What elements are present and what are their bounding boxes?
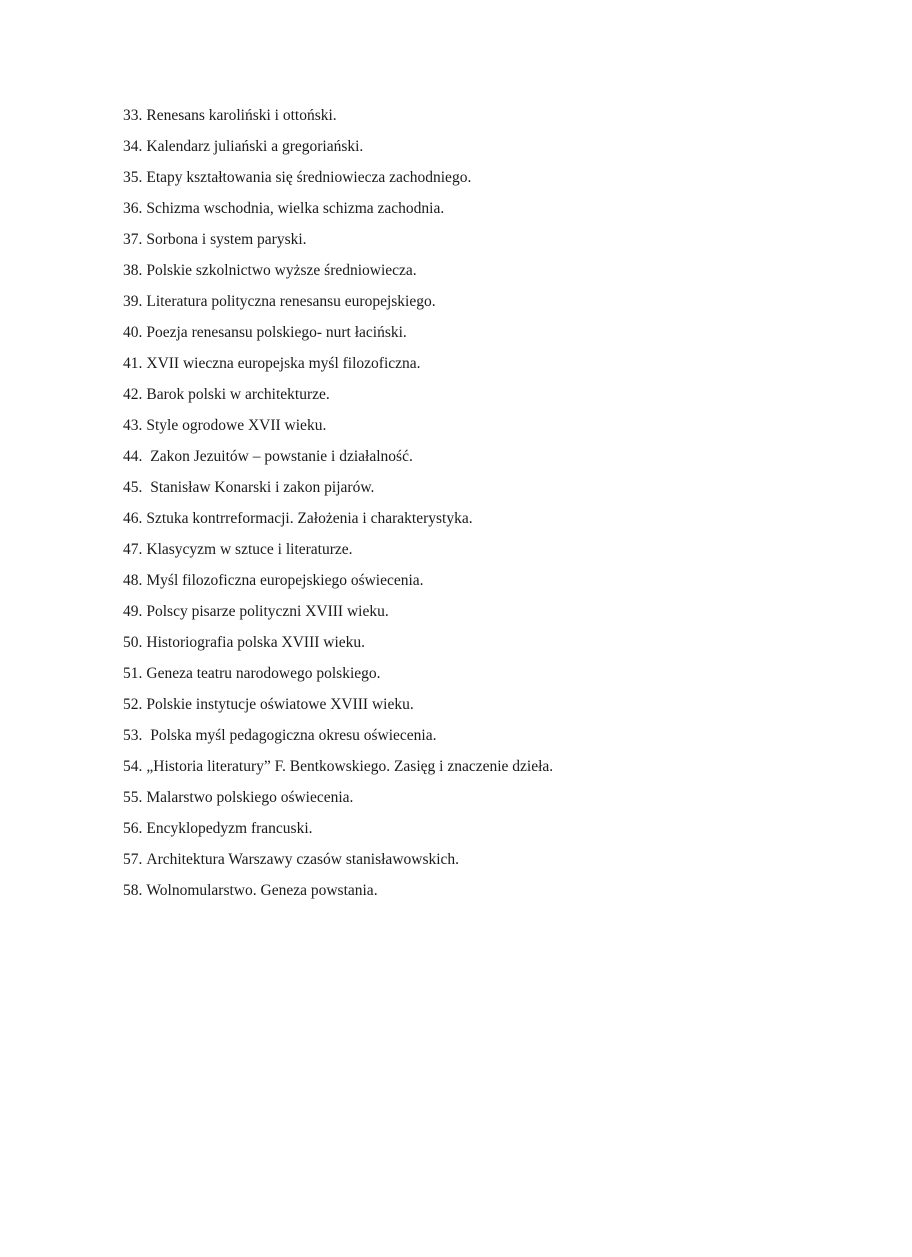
topic-item-34 [123,131,553,162]
topic-text: Schizma wschodnia, wielka schizma zachodnia. [146,200,445,217]
topic-number: 51. [123,665,143,682]
topic-number: 56. [123,820,143,837]
topic-number: 43. [123,417,143,434]
topic-item-46 [123,503,553,534]
topic-text: Literatura polityczna renesansu europejskiego. [146,293,436,310]
topic-text: Style ogrodowe XVII wieku. [146,417,327,434]
topic-item-45 [123,472,553,503]
topic-item-53 [123,720,553,751]
topic-item-41 [123,348,553,379]
topic-text: Polscy pisarze polityczni XVIII wieku. [146,603,389,620]
topic-number: 33. [123,107,143,124]
topic-text: Poezja renesansu polskiego- nurt łaciński. [146,324,407,341]
topic-text: Sztuka kontrreformacji. Założenia i charakterystyka. [146,510,473,527]
topic-number: 46. [123,510,143,527]
topic-number: 58. [123,882,143,899]
topic-list [123,100,553,906]
topic-number: 48. [123,572,143,589]
topic-item-44 [123,441,553,472]
topic-text: Geneza teatru narodowego polskiego. [146,665,381,682]
topic-text: Encyklopedyzm francuski. [146,820,313,837]
topic-item-49 [123,596,553,627]
topic-item-35 [123,162,553,193]
topic-text: Wolnomularstwo. Geneza powstania. [146,882,378,899]
topic-item-37 [123,224,553,255]
topic-text: Polska myśl pedagogiczna okresu oświecenia. [146,727,437,744]
topic-item-54 [123,751,553,782]
topic-number: 39. [123,293,143,310]
topic-number: 49. [123,603,143,620]
topic-text: Stanisław Konarski i zakon pijarów. [146,479,375,496]
topic-text: Barok polski w architekturze. [146,386,330,403]
topic-number: 44. [123,448,143,465]
topic-text: „Historia literatury” F. Bentkowskiego. Zasięg i znaczenie dzieła. [146,758,554,775]
topic-number: 40. [123,324,143,341]
topic-number: 42. [123,386,143,403]
topic-number: 53. [123,727,143,744]
topic-text: Zakon Jezuitów – powstanie i działalność. [146,448,413,465]
topic-text: Etapy kształtowania się średniowiecza zachodniego. [146,169,472,186]
topic-number: 34. [123,138,143,155]
topic-number: 37. [123,231,143,248]
topic-item-33 [123,100,553,131]
topic-number: 41. [123,355,143,372]
topic-item-50 [123,627,553,658]
topic-text: Malarstwo polskiego oświecenia. [146,789,354,806]
topic-text: Architektura Warszawy czasów stanisławowskich. [146,851,460,868]
topic-number: 38. [123,262,143,279]
topic-text: Sorbona i system paryski. [146,231,307,248]
topic-item-43 [123,410,553,441]
topic-item-39 [123,286,553,317]
topic-number: 35. [123,169,143,186]
topic-text: Renesans karoliński i ottoński. [146,107,337,124]
topic-item-38 [123,255,553,286]
topic-text: Historiografia polska XVIII wieku. [146,634,366,651]
topic-item-52 [123,689,553,720]
topic-number: 50. [123,634,143,651]
topic-item-55 [123,782,553,813]
topic-item-36 [123,193,553,224]
topic-item-51 [123,658,553,689]
topic-number: 57. [123,851,143,868]
topic-number: 55. [123,789,143,806]
topic-number: 47. [123,541,143,558]
topic-number: 45. [123,479,143,496]
topic-item-40 [123,317,553,348]
topic-number: 52. [123,696,143,713]
topic-text: Polskie instytucje oświatowe XVIII wieku. [146,696,414,713]
topic-item-42 [123,379,553,410]
topic-text: Myśl filozoficzna europejskiego oświecenia. [146,572,424,589]
topic-item-48 [123,565,553,596]
topic-item-57 [123,844,553,875]
topic-number: 36. [123,200,143,217]
topic-item-58 [123,875,553,906]
topic-item-56 [123,813,553,844]
topic-text: XVII wieczna europejska myśl filozoficzna. [146,355,421,372]
topic-number: 54. [123,758,143,775]
topic-text: Polskie szkolnictwo wyższe średniowiecza. [146,262,417,279]
topic-text: Klasycyzm w sztuce i literaturze. [146,541,353,558]
topic-item-47 [123,534,553,565]
topic-text: Kalendarz juliański a gregoriański. [146,138,364,155]
